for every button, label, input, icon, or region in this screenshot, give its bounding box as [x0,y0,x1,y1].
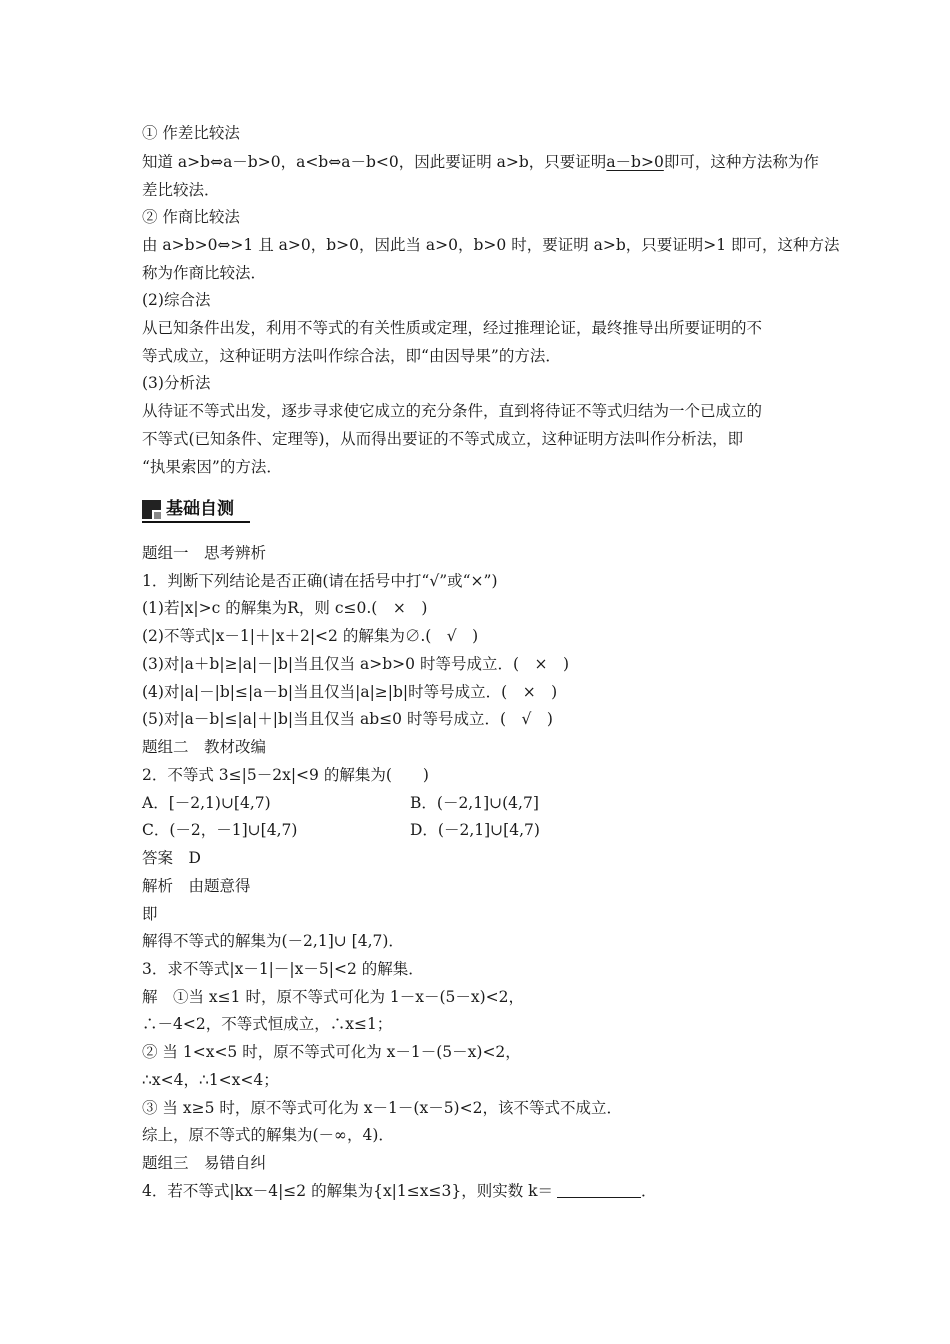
section-title: 基础自测 [166,499,234,519]
question-1-item: (5)对|a－b|≤|a|＋|b|当且仅当 ab≤0 时等号成立．( √ ) [142,710,553,728]
section-underline [142,521,250,523]
underlined-answer: a－b>0 [606,153,664,171]
subheading-difference-method: ① 作差比较法 [142,124,240,142]
group-heading: 题组二 教材改编 [142,738,267,756]
question-1-item: (1)若|x|>c 的解集为R，则 c≤0.( × ) [142,599,428,617]
subheading-quotient-method: ② 作商比较法 [142,208,240,226]
option-d: D．(－2,1]∪[4,7) [410,821,540,839]
solution-line: ② 当 1<x<5 时，原不等式可化为 x－1－(5－x)<2， [142,1043,521,1061]
explanation-line: 即 [142,905,158,923]
paragraph-line: 从已知条件出发，利用不等式的有关性质或定理，经过推理论证，最终推导出所要证明的不 [142,319,763,337]
solution-line: 解 ①当 x≤1 时，原不等式可化为 1－x－(5－x)<2， [142,988,525,1006]
subheading-analysis-method: (3)分析法 [142,374,211,392]
solution-line: ∴x<4，∴1<x<4； [142,1071,279,1089]
paragraph-line: 称为作商比较法． [142,264,267,282]
paragraph-line: 由 a>b>0⇔>1 且 a>0，b>0，因此当 a>0，b>0 时，要证明 a>b，只要证明>1 即可，这种方法 [142,236,840,254]
paragraph-line: 从待证不等式出发，逐步寻求使它成立的充分条件，直到将待证不等式归结为一个已成立的 [142,402,763,420]
paragraph-line: “执果索因”的方法． [142,458,282,476]
answer: 答案 D [142,849,201,867]
section-square-icon [142,500,161,519]
group-heading: 题组三 易错自纠 [142,1154,267,1172]
option-a: A．[－2,1)∪[4,7) [142,794,271,812]
option-b: B．(－2,1]∪(4,7] [410,794,539,812]
question-2: 2．不等式 3≤|5－2x|<9 的解集为( ) [142,766,429,784]
question-1: 1．判断下列结论是否正确(请在括号中打“√”或“×”) [142,572,498,590]
paragraph-line: 等式成立，这种证明方法叫作综合法，即“由因导果”的方法． [142,347,561,365]
paragraph-line: 知道 a>b⇔a－b>0，a<b⇔a－b<0，因此要证明 a>b，只要证明a－b>0即可，这种方法称为作 [142,153,819,171]
solution-line: 综上，原不等式的解集为(－∞，4)． [142,1126,394,1144]
section-header [142,497,252,523]
question-1-item: (4)对|a|－|b|≤|a－b|当且仅当|a|≥|b|时等号成立．( × ) [142,683,558,701]
subheading-synthesis-method: (2)综合法 [142,291,211,309]
paragraph-line: 不等式(已知条件、定理等)，从而得出要证的不等式成立，这种证明方法叫作分析法，即 [142,430,744,448]
question-4: 4．若不等式|kx－4|≤2 的解集为{x|1≤x≤3}，则实数 k＝ ． [142,1182,657,1200]
solution-line: ∴－4<2，不等式恒成立，∴x≤1； [142,1015,393,1033]
explanation-line: 解得不等式的解集为(－2,1]∪ [4,7)． [142,932,404,950]
group-heading: 题组一 思考辨析 [142,544,267,562]
explanation: 解析 由题意得 [142,877,251,895]
question-3: 3．求不等式|x－1|－|x－5|<2 的解集． [142,960,424,978]
answer-blank [557,1183,641,1198]
question-1-item: (3)对|a＋b|≥|a|－|b|当且仅当 a>b>0 时等号成立．( × ) [142,655,570,673]
solution-line: ③ 当 x≥5 时，原不等式可化为 x－1－(x－5)<2，该不等式不成立． [142,1099,622,1117]
question-1-item: (2)不等式|x－1|＋|x＋2|<2 的解集为∅.( √ ) [142,627,479,645]
option-c: C．(－2，－1]∪[4,7) [142,821,298,839]
paragraph-line: 差比较法． [142,181,220,199]
